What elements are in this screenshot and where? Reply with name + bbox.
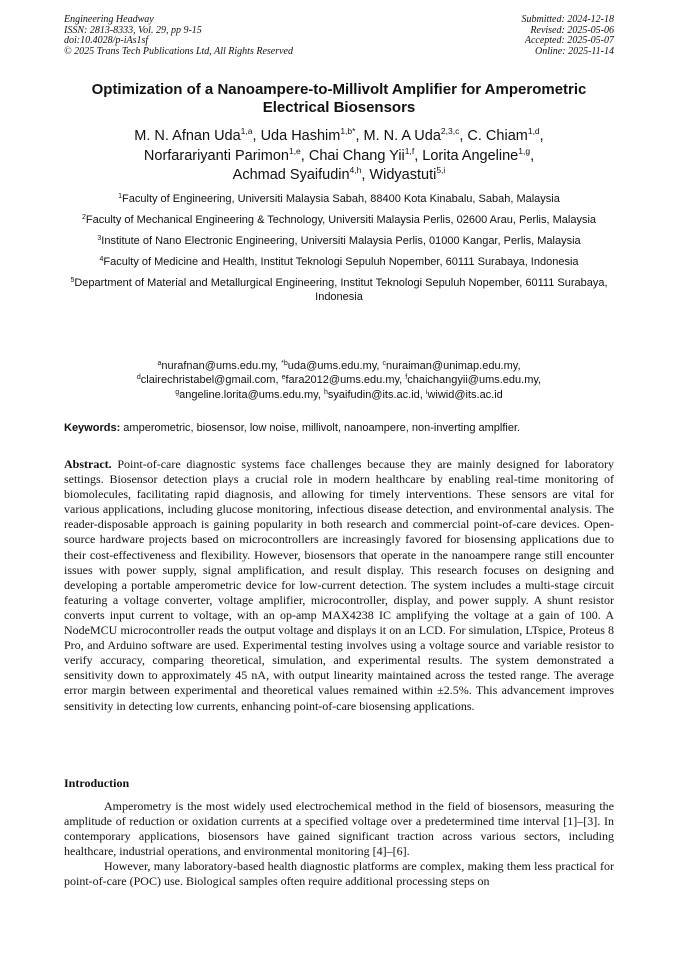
keywords — [64, 421, 614, 435]
email-line: $^d$clairechristabel@gmail.com, $^e$fara2012@ums.edu.my, $^f$chaichangyii@ums.edu.my, — [136, 374, 542, 387]
date-accepted: Accepted: 2025-05-07 — [524, 35, 614, 47]
author: Uda Hashim$^{1,b*}$, — [260, 126, 364, 144]
keywords-label: Keywords: — [64, 422, 121, 434]
author: Chai Chang Yii$^{1,f}$, — [308, 145, 423, 164]
author: Widyastuti$^{5,i}$ — [369, 165, 446, 183]
email[interactable]: $^g$angeline.lorita@ums.edu.my — [175, 388, 318, 401]
author: C. Chiam$^{1,d}$, — [467, 126, 544, 144]
affiliation: $^5$Department of Material and Metallurgical Engineering, Institut Teknologi Sepuluh Nopember, 60111 Surabaya, Indonesia — [70, 277, 608, 304]
journal-name: Engineering Headway — [64, 14, 154, 25]
affiliation: $^1$Faculty of Engineering, Universiti Malaysia Sabah, 88400 Kota Kinabalu, Sabah, Malaysia — [118, 193, 560, 205]
author: Lorita Angeline$^{1,g}$, — [422, 145, 535, 164]
date-online: Online: 2025-11-14 — [535, 45, 614, 57]
email-line: $^a$nurafnan@ums.edu.my, $^{*b}$uda@ums.edu.my, $^c$nuraiman@unimap.edu.my, — [157, 360, 521, 372]
paragraph: However, many laboratory-based health diagnostic platforms are complex, making them less practical for point-of-care (POC) use. Biological samples often require additional processing steps on — [64, 859, 614, 889]
abstract-text: Point-of-care diagnostic systems face challenges because they are mainly designed for laboratory settings. Biosensor detection plays a crucial role in modern healthcare by enabling real-time monitoring of biomolecules, facilitating rapid diagnosis, and allowing for timely interventions. These sensors are vital for various applications, including glucose monitoring, infectious disease detection, and environmental analysis. The reader-disposable approach is gaining popularity in both research and commercial point-of-care devices. Open-source hardware projects based on microcontrollers are increasingly favored for biosensing applications due to their cost-effectiveness and flexibility. However, biosensors that operate in the nanoampere range still encounter issues with power supply, signal amplification, and result display. This research focuses on designing and developing a portable amperometric device for low-current detection. The system includes a multi-stage circuit featuring a voltage converter, voltage amplifier, microcontroller, display, and power supply. A shunt resistor converts input current to voltage, with an op-amp MAX4238 IC amplifying the voltage at a gain of 100. A NodeMCU microcontroller reads the output voltage and displays it on an LCD. For simulation, LTspice, Proteus 8 Pro, and Arduino software are used. Experimental testing involves using a voltage source and variable resistor to verify accuracy, comparing theoretical, simulation, and experimental results. The system demonstrated a sensitivity down to approximately 45 nA, with output linearity maintained across the tested range. The average error margin between experimental and theoretical values remained within ±2.5%. This advancement improves sensitivity in detecting low currents, enhancing point-of-care biosensing applications. — [64, 457, 614, 713]
author: Achmad Syaifudin$^{4,h}$, — [232, 165, 370, 183]
author: M. N. A Uda$^{2,3,c}$, — [363, 126, 468, 144]
affiliation-list — [64, 192, 614, 311]
section-heading: Introduction — [64, 776, 130, 790]
email[interactable]: $^i$wiwid@its.ac.id — [425, 388, 503, 401]
email[interactable]: $^f$chaichangyii@ums.edu.my — [405, 374, 539, 387]
abstract-label: Abstract. — [64, 457, 112, 471]
paper-title: Optimization of a Nanoampere-to-Millivolt Amplifier for Amperometric Electrical Biosensors — [91, 81, 587, 116]
email[interactable]: $^d$clairechristabel@gmail.com — [136, 374, 276, 387]
paragraph: Amperometry is the most widely used electrochemical method in the field of biosensors, measuring the amplitude of reduction or oxidation currents at a specified voltage over a predetermined time interval [1]–[3]. In contemporary applications, biosensors have gained significant traction across various sectors, including healthcare, industrial operations, and environmental monitoring [4]–[6]. — [64, 799, 614, 859]
affiliation: $^3$Institute of Nano Electronic Engineering, Universiti Malaysia Perlis, 01000 Kangar, Perlis, Malaysia — [97, 235, 581, 247]
affiliation: $^4$Faculty of Medicine and Health, Institut Teknologi Sepuluh Nopember, 60111 Surabaya, Indonesia — [99, 256, 579, 268]
journal-issn: ISSN: 2813-8333, Vol. 29, pp 9-15 — [64, 24, 202, 36]
author-list — [64, 127, 614, 186]
journal-info — [64, 15, 293, 57]
email[interactable]: $^{*b}$uda@ums.edu.my — [281, 360, 377, 372]
email-list — [64, 359, 614, 402]
date-submitted: Submitted: 2024-12-18 — [521, 14, 614, 25]
keywords-text: amperometric, biosensor, low noise, millivolt, nanoampere, non-inverting amplfier. — [120, 422, 521, 434]
submission-dates — [522, 15, 615, 57]
journal-doi: doi:10.4028/p-iAs1sf — [64, 35, 149, 47]
author: M. N. Afnan Uda$^{1,a}$, — [134, 126, 261, 144]
abstract — [64, 457, 614, 714]
journal-copyright: © 2025 Trans Tech Publications Ltd, All Rights Reserved — [64, 45, 293, 57]
email[interactable]: $^h$syaifudin@its.ac.id — [323, 388, 420, 401]
email-line: $^g$angeline.lorita@ums.edu.my, $^h$syaifudin@its.ac.id, $^i$wiwid@its.ac.id — [175, 388, 503, 401]
email[interactable]: $^e$fara2012@ums.edu.my — [281, 374, 400, 387]
email[interactable]: $^c$nuraiman@unimap.edu.my — [382, 360, 518, 372]
author: Norfarariyanti Parimon$^{1,e}$, — [143, 145, 309, 164]
affiliation: $^2$Faculty of Mechanical Engineering & Technology, Universiti Malaysia Perlis, 02600 Arau, Perlis, Malaysia — [81, 214, 597, 226]
email[interactable]: $^a$nurafnan@ums.edu.my — [157, 360, 276, 372]
introduction-body — [64, 799, 614, 890]
date-revised: Revised: 2025-05-06 — [530, 24, 614, 36]
